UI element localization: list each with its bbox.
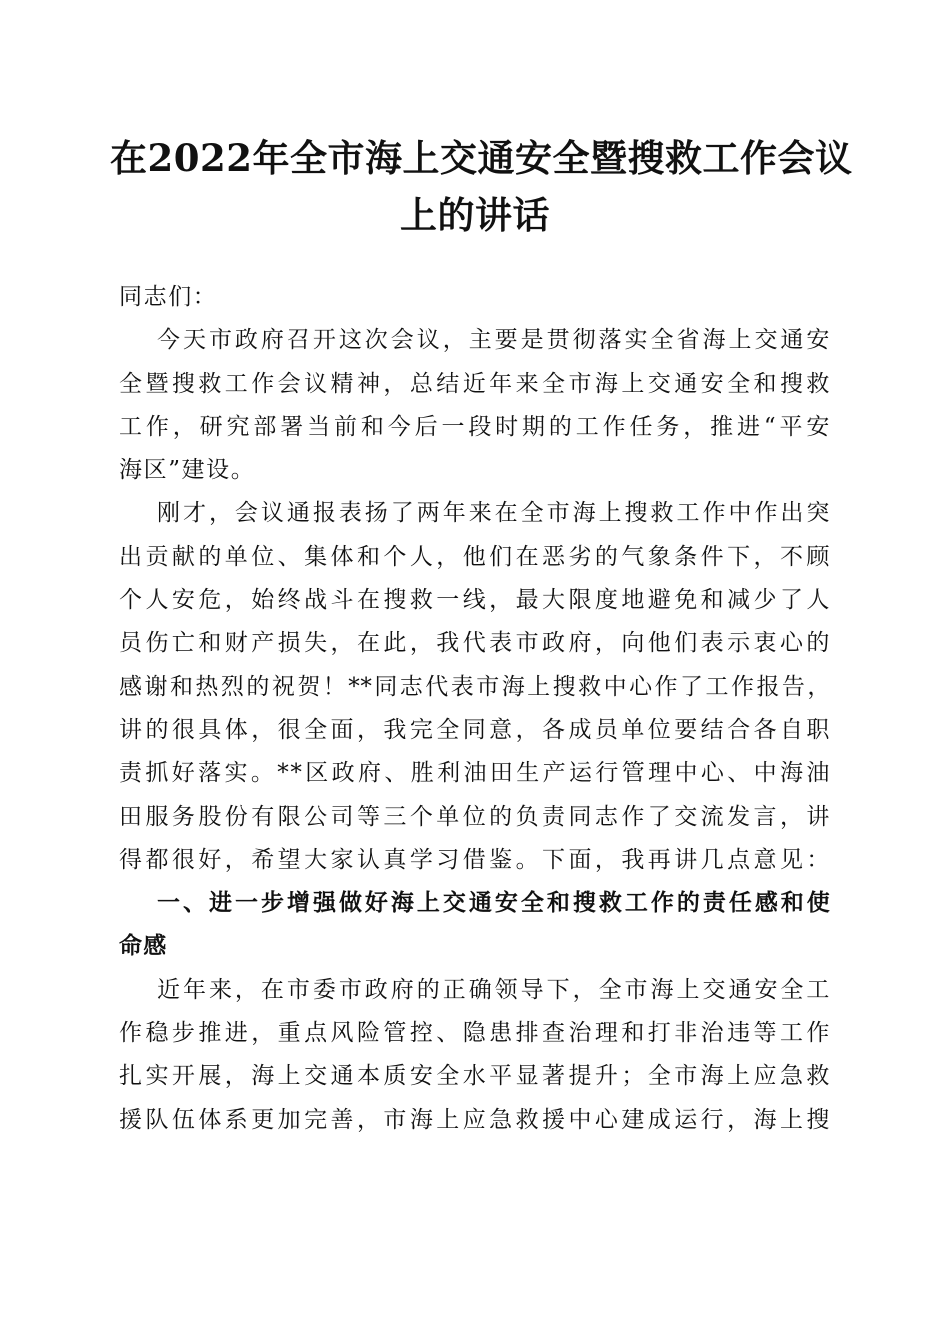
section-heading bbox=[119, 882, 831, 969]
text-line: 得都很好，希望大家认真学习借鉴。下面，我再讲几点意见： bbox=[119, 846, 831, 873]
salutation: 同志们： bbox=[119, 284, 218, 310]
document-body bbox=[119, 276, 831, 1142]
text-line: 讲的很具体，很全面，我完全同意，各成员单位要结合各自职 bbox=[119, 716, 831, 743]
text-line: 责抓好落实。**区政府、胜利油田生产运行管理中心、中海油 bbox=[119, 760, 831, 787]
text-line: 海区”建设。 bbox=[119, 457, 256, 484]
text-line: 今天市政府召开这次会议，主要是贯彻落实全省海上交通安 bbox=[157, 327, 831, 354]
paragraph bbox=[119, 492, 831, 882]
heading-line: 一、进一步增强做好海上交通安全和搜救工作的责任感和使 bbox=[157, 890, 831, 917]
paragraph bbox=[119, 969, 831, 1142]
text-line: 全暨搜救工作会议精神，总结近年来全市海上交通安全和搜救 bbox=[119, 370, 831, 397]
text-line: 田服务股份有限公司等三个单位的负责同志作了交流发言，讲 bbox=[119, 803, 831, 830]
text-line: 近年来，在市委市政府的正确领导下，全市海上交通安全工 bbox=[157, 976, 831, 1003]
text-line: 感谢和热烈的祝贺！**同志代表市海上搜救中心作了工作报告， bbox=[119, 673, 831, 700]
text-line: 工作，研究部署当前和今后一段时期的工作任务，推进“平安 bbox=[119, 413, 831, 440]
title-line: 在2022年全市海上交通安全暨搜救工作会议 bbox=[110, 136, 853, 180]
text-line: 作稳步推进，重点风险管控、隐患排查治理和打非治违等工作 bbox=[119, 1020, 831, 1047]
text-line: 扎实开展，海上交通本质安全水平显著提升；全市海上应急救 bbox=[119, 1063, 831, 1090]
text-line: 刚才，会议通报表扬了两年来在全市海上搜救工作中作出突 bbox=[157, 500, 831, 527]
text-line: 援队伍体系更加完善，市海上应急救援中心建成运行，海上搜 bbox=[119, 1106, 831, 1133]
paragraph bbox=[119, 319, 831, 492]
heading-line: 命感 bbox=[119, 933, 168, 960]
text-line: 出贡献的单位、集体和个人，他们在恶劣的气象条件下，不顾 bbox=[119, 543, 831, 570]
text-line: 个人安危，始终战斗在搜救一线，最大限度地避免和减少了人 bbox=[119, 587, 831, 614]
document-title bbox=[110, 130, 853, 244]
text-line: 员伤亡和财产损失，在此，我代表市政府，向他们表示衷心的 bbox=[119, 630, 831, 657]
title-line: 上的讲话 bbox=[400, 193, 550, 237]
